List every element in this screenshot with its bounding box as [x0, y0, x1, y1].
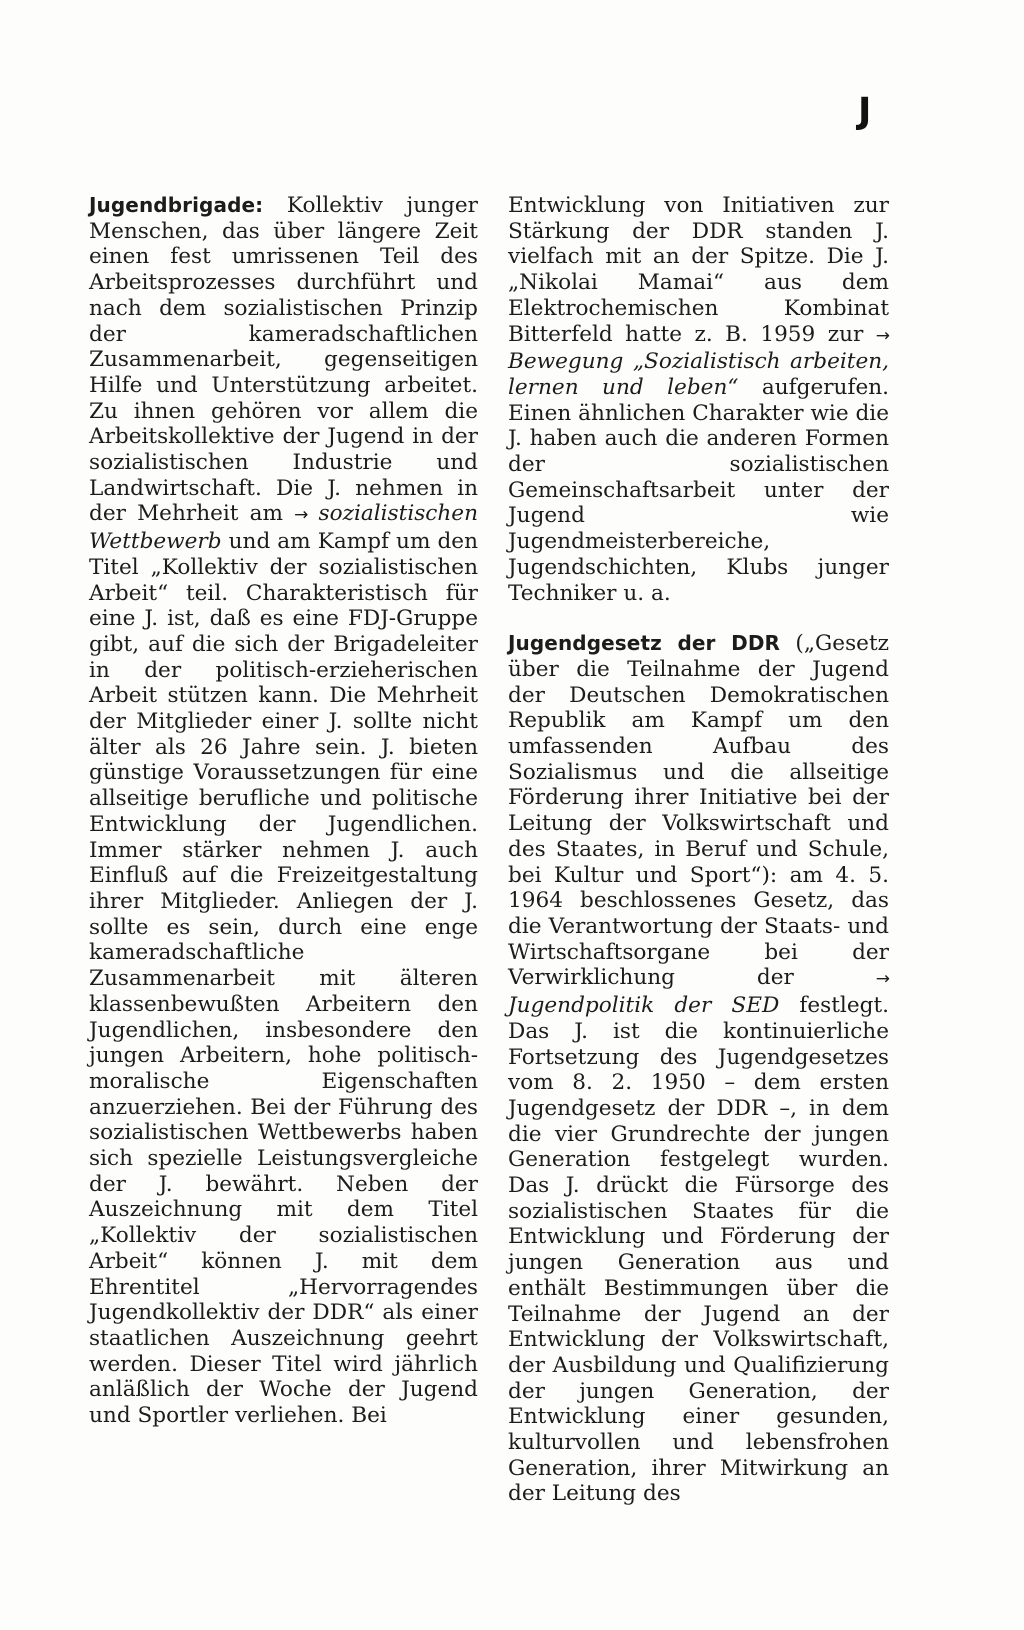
entry-continuation: [508, 193, 889, 606]
cross-reference: sozialistischen Wettbewerb: [89, 501, 478, 555]
right-column: [508, 193, 889, 1507]
entry-text: Kollektiv junger Menschen, das über längere Zeit einen fest umrissenen Teil des Arbeitsprozesses durchführt und nach dem sozialistischen Prinzip der kameradschaftlichen Zusammenarbeit, gegenseitigen Hilfe und Unterstützung arbeitet. Zu ihnen gehören vor allem die Arbeitskollektive der Jugend in der sozialistischen Industrie und Landwirtschaft. Die J. nehmen in der Mehrheit am: [89, 193, 478, 527]
entry-jugendgesetz: [508, 631, 889, 1507]
entry-text: aufgerufen. Einen ähnlichen Charakter wie die J. haben auch die anderen Formen der sozialistischen Gemeinschaftsarbeit unter der Jugend wie Jugendmeisterbereiche, Jugendschichten, Klubs junger Techniker u. a.: [508, 374, 889, 606]
entry-text: festlegt. Das J. ist die kontinuierliche Fortsetzung des Jugendgesetzes vom 8. 2. 1950 – dem ersten Jugendgesetz der DDR –, in dem die vier Grundrechte der jungen Generation festgelegt wurden. Das J. drückt die Fürsorge des sozialistischen Staates für die Entwicklung und Förderung der jungen Generation aus und enthält Bestimmungen über die Teilnahme der Jugend an der Entwicklung der Volkswirtschaft, der Ausbildung und Qualifizierung der jungen Generation, der Entwicklung einer gesunden, kulturvollen und lebensfrohen Generation, ihrer Mitwirkung an der Leitung des: [508, 993, 889, 1507]
cross-reference-arrow: →: [875, 325, 889, 346]
entry-jugendbrigade: [89, 193, 478, 1429]
cross-reference-arrow: →: [875, 969, 889, 990]
cross-reference-arrow: →: [294, 505, 308, 526]
headword: Jugendbrigade:: [89, 193, 264, 217]
cross-reference: Bewegung „Sozialistisch arbeiten, lernen und leben“: [508, 349, 889, 400]
entry-text: Entwicklung von Initiativen zur Stärkung der DDR standen J. vielfach mit an der Spitze. Die J. „Nikolai Mamai“ aus dem Elektrochemischen Kombinat Bitterfeld hatte z. B. 1959 zur: [508, 193, 889, 347]
headword: Jugendgesetz der DDR: [508, 631, 781, 656]
entry-text: („Gesetz über die Teilnahme der Jugend der Deutschen Demokratischen Republik am Kampf um den umfassenden Aufbau des Sozialismus und die allseitige Förderung ihrer Initiative bei der Leitung der Volkswirtschaft und des Staates, in Beruf und Schule, bei Kultur und Sport“): am 4. 5. 1964 beschlossenes Gesetz, das die Verantwortung der Staats- und Wirtschaftsorgane bei der Verwirklichung der: [508, 631, 889, 991]
page-section-letter: J: [858, 91, 872, 132]
left-column: [89, 193, 478, 1429]
cross-reference: Jugendpolitik der SED: [508, 993, 780, 1019]
entry-text: und am Kampf um den Titel „Kollektiv der sozialistischen Arbeit“ teil. Charakteristisch für eine J. ist, daß es eine FDJ-Gruppe gibt, auf die sich der Brigadeleiter in der politisch-erzieherischen Arbeit stützen kann. Die Mehrheit der Mitglieder einer J. sollte nicht älter als 26 Jahre sein. J. bieten günstige Voraussetzungen für eine allseitige berufliche und politische Entwicklung der Jugendlichen. Immer stärker nehmen J. auch Einfluß auf die Freizeitgestaltung ihrer Mitglieder. Anliegen der J. sollte es sein, durch eine enge kameradschaftliche Zusammenarbeit mit älteren klassenbewußten Arbeitern den Jugendlichen, insbesondere den jungen Arbeitern, hohe politisch-moralische Eigenschaften anzuerziehen. Bei der Führung des sozialistischen Wettbewerbs haben sich spezielle Leistungsvergleiche der J. bewährt. Neben der Auszeichnung mit dem Titel „Kollektiv der sozialistischen Arbeit“ können J. mit dem Ehrentitel „Hervorragendes Jugendkollektiv der DDR“ als einer staatlichen Auszeichnung geehrt werden. Dieser Titel wird jährlich anläßlich der Woche der Jugend und Sportler verliehen. Bei: [89, 529, 478, 1429]
